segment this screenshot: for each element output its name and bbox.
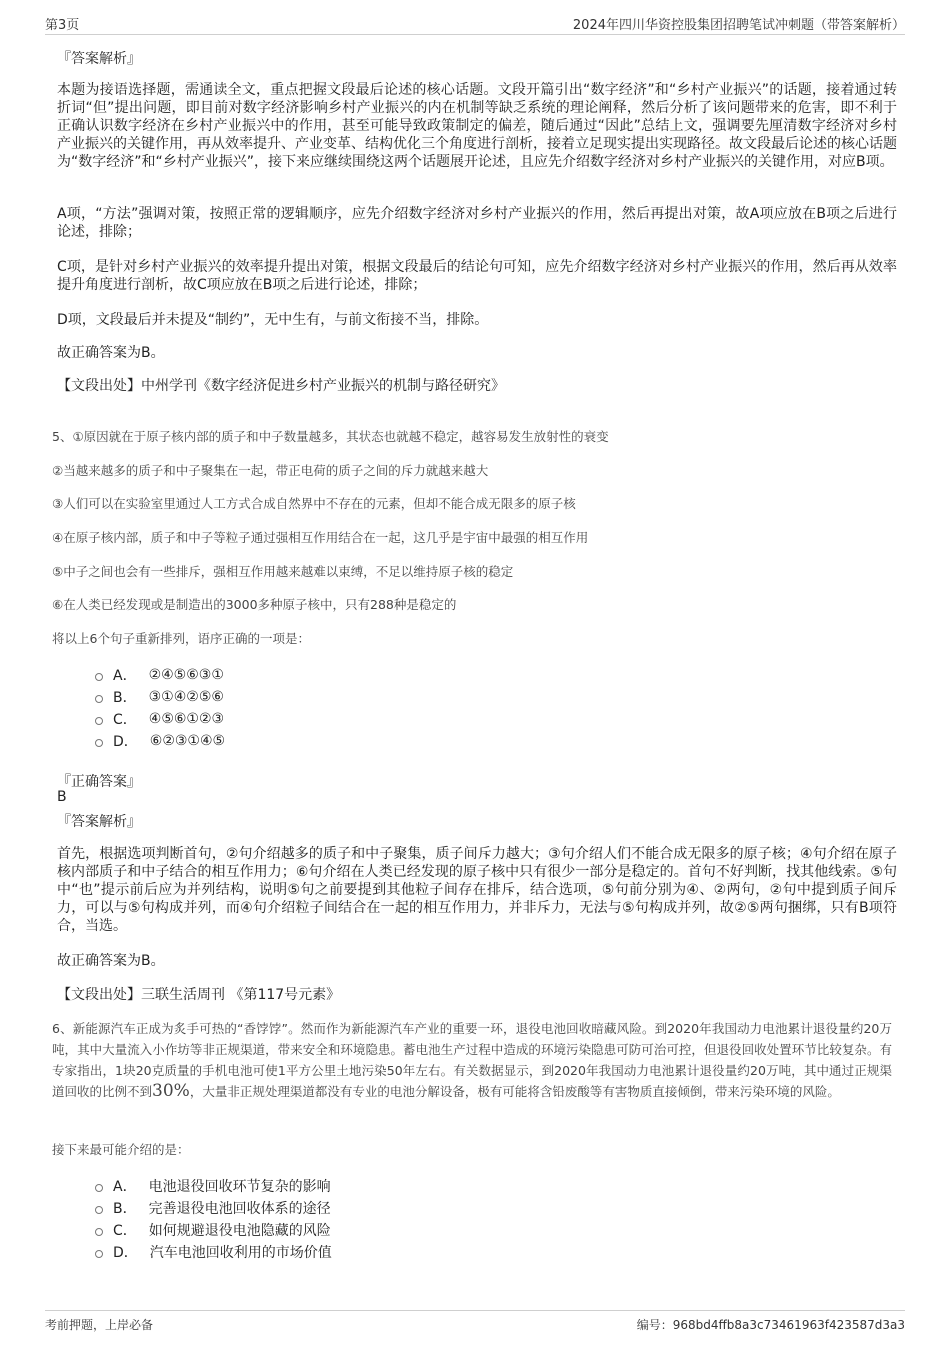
radio-icon[interactable] bbox=[95, 1206, 103, 1214]
page-number: 第3页 bbox=[45, 18, 80, 33]
q6-option-b[interactable]: B． 完善退役电池回收体系的途径 bbox=[95, 1197, 332, 1219]
q4-analysis-paragraph-2: A项，“方法”强调对策，按照正常的逻辑顺序，应先介绍数字经济对乡村产业振兴的作用，然后再提出对策，故A项应放在B项之后进行论述，排除； bbox=[57, 206, 897, 240]
q6-option-d[interactable]: D． 汽车电池回收利用的市场价值 bbox=[95, 1241, 332, 1263]
q5-sentence-3: ③人们可以在实验室里通过人工方式合成自然界中不存在的元素，但却不能合成无限多的原子核 bbox=[52, 496, 576, 511]
q4-analysis-label: 『答案解析』 bbox=[57, 51, 141, 67]
q5-sentence-2: ②当越来越多的质子和中子聚集在一起，带正电荷的质子之间的斥力就越来越大 bbox=[52, 463, 489, 478]
q4-source: 【文段出处】中州学刊《数字经济促进乡村产业振兴的机制与路径研究》 bbox=[57, 378, 505, 394]
q5-prompt: 将以上6个句子重新排列，语序正确的一项是： bbox=[52, 631, 310, 646]
radio-icon[interactable] bbox=[95, 739, 103, 747]
q6-stem: 6、新能源汽车正成为炙手可热的“香饽饽”。然而作为新能源汽车产业的重要一环，退役电池回收暗藏风险。到2020年我国动力电池累计退役量约20万吨，其中大量流入小作坊等非正规渠道，带来安全和环境隐患。蓄电池生产过程中造成的环境污染隐患可防可治可控，但退役回收处置环节比较复杂。有专家指出，1块20克质量的手机电池可使1平方公里土地污染50年左右。有关数据显示，到2020年我国动力电池累计退役量约20万吨，其中通过正规渠道回收的比例不到30%，大量非正规处理渠道都没有专业的电池分解设备，极有可能将含铅废酸等有害物质直接倾倒，带来污染环境的风险。 bbox=[52, 1021, 892, 1101]
q4-analysis-paragraph-3: C项，是针对乡村产业振兴的效率提升提出对策，根据文段最后的结论句可知，应先介绍数字经济对乡村产业振兴的作用，然后再从效率提升角度进行剖析，故C项应放在B项之后进行论述，排除； bbox=[57, 259, 897, 293]
q5-sentence-6: ⑥在人类已经发现或是制造出的3000多种原子核中，只有288种是稳定的 bbox=[52, 597, 457, 612]
document-title: 2024年四川华资控股集团招聘笔试冲刺题（带答案解析） bbox=[572, 18, 905, 33]
page-footer bbox=[45, 1310, 905, 1335]
q4-analysis-paragraph-1: 本题为接语选择题，需通读全文，重点把握文段最后论述的核心话题。文段开篇引出“数字经济”和“乡村产业振兴”的话题，接着通过转折词“但”提出问题，即目前对数字经济影响乡村产业振兴的内在机制等缺乏系统的理论阐释，然后分析了该问题带来的危害，即不利于正确认识数字经济在乡村产业振兴中的作用，甚至可能导致政策制定的偏差，随后通过“因此”总结上文，强调要先厘清数字经济对乡村产业振兴的关键作用，再从效率提升、产业变革、结构优化三个角度进行剖析，接着立足现实提出实现路径。故文段最后论述的核心话题为“数字经济”和“乡村产业振兴”，接下来应继续围绕这两个话题展开论述，且应先介绍数字经济对乡村产业振兴的关键作用，对应B项。 bbox=[57, 82, 897, 170]
q4-analysis-paragraph-4: D项，文段最后并未提及“制约”，无中生有，与前文衔接不当，排除。 bbox=[57, 312, 489, 328]
radio-icon[interactable] bbox=[95, 1184, 103, 1192]
q6-option-a[interactable]: A． 电池退役回收环节复杂的影响 bbox=[95, 1175, 332, 1197]
radio-icon[interactable] bbox=[95, 1228, 103, 1236]
q6-options bbox=[95, 1175, 332, 1263]
radio-icon[interactable] bbox=[95, 1250, 103, 1258]
radio-icon[interactable] bbox=[95, 673, 103, 681]
q5-option-b[interactable]: B． ③①④②⑤⑥ bbox=[95, 686, 225, 708]
page-header bbox=[45, 10, 905, 35]
q5-sentence-1: 5、①原因就在于原子核内部的质子和中子数量越多，其状态也就越不稳定，越容易发生放射性的衰变 bbox=[52, 429, 609, 444]
q5-analysis-label: 『答案解析』 bbox=[57, 814, 141, 830]
radio-icon[interactable] bbox=[95, 695, 103, 703]
document-id: 编号：968bd4ffb8a3c73461963f423587d3a3 bbox=[636, 1318, 905, 1332]
q5-sentence-5: ⑤中子之间也会有一些排斥，强相互作用越来越难以束缚，不足以维持原子核的稳定 bbox=[52, 564, 514, 579]
footer-slogan: 考前押题，上岸必备 bbox=[45, 1318, 154, 1332]
q5-answer-label: 『正确答案』 bbox=[57, 774, 141, 790]
q5-option-a[interactable]: A． ②④⑤⑥③① bbox=[95, 664, 225, 686]
q5-sentence-4: ④在原子核内部，质子和中子等粒子通过强相互作用结合在一起，这几乎是宇宙中最强的相互作用 bbox=[52, 530, 589, 545]
q6-percentage: 30% bbox=[152, 1081, 190, 1101]
q5-source: 【文段出处】三联生活周刊 《第117号元素》 bbox=[57, 987, 341, 1003]
q5-analysis: 首先，根据选项判断首句，②句介绍越多的质子和中子聚集，质子间斥力越大；③句介绍人们不能合成无限多的原子核；④句介绍在原子核内部质子和中子结合的相互作用力；⑥句介绍在人类已经发现的原子核中只有很少一部分是稳定的。首句不好判断，找其他线索。⑤句中“也”提示前后应为并列结构，说明⑤句之前要提到其他粒子间存在排斥，结合选项，⑤句前分别为④、②两句，②句中提到质子间斥力，可以与⑤句构成并列，而④句介绍粒子间结合在一起的相互作用力，并非斥力，无法与⑤句构成并列，故②⑤两句捆绑，只有B项符合，当选。 bbox=[57, 846, 897, 934]
q6-prompt: 接下来最可能介绍的是： bbox=[52, 1142, 190, 1157]
q4-conclusion: 故正确答案为B。 bbox=[57, 345, 165, 361]
q6-option-c[interactable]: C． 如何规避退役电池隐藏的风险 bbox=[95, 1219, 332, 1241]
q5-answer: B bbox=[57, 789, 67, 805]
q5-option-d[interactable]: D． ⑥②③①④⑤ bbox=[95, 730, 225, 752]
radio-icon[interactable] bbox=[95, 717, 103, 725]
q5-conclusion: 故正确答案为B。 bbox=[57, 953, 165, 969]
q5-option-c[interactable]: C． ④⑤⑥①②③ bbox=[95, 708, 225, 730]
q5-options bbox=[95, 664, 225, 752]
